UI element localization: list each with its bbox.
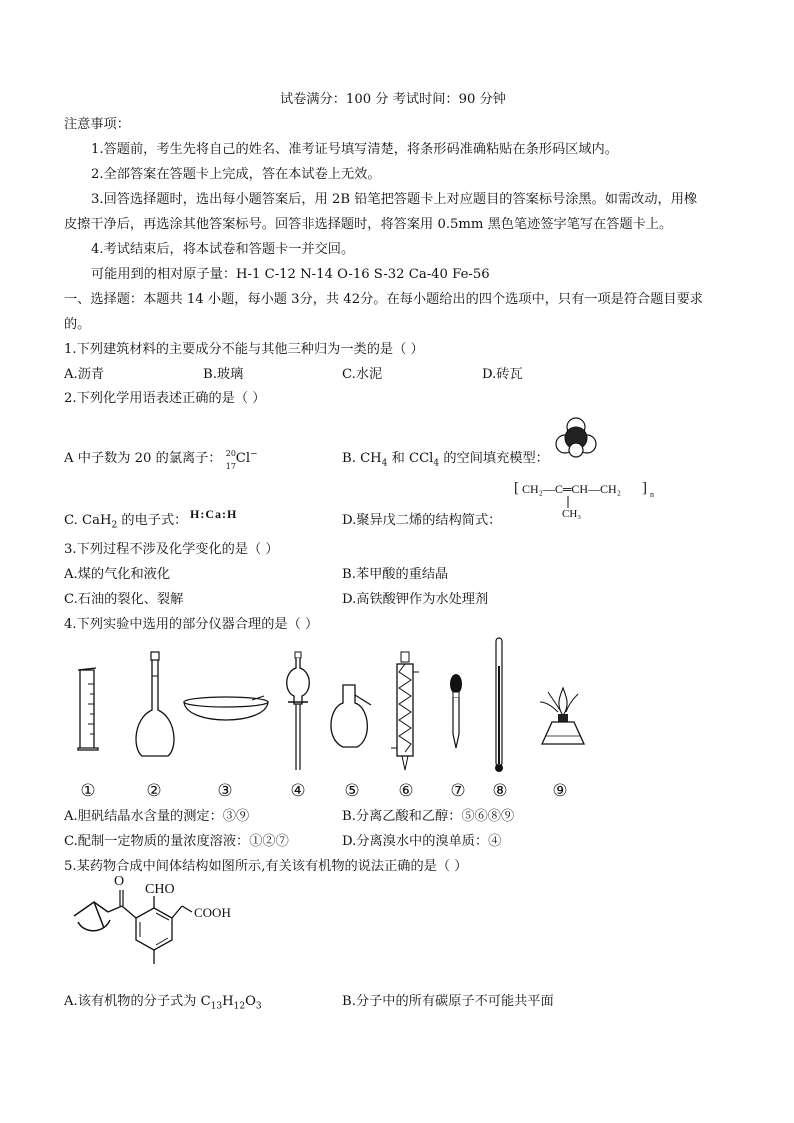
aldehyde-label: CHO — [145, 882, 175, 897]
note-item-2: 2.全部答案在答题卡上完成，答在本试卷上无效。 — [91, 167, 381, 182]
q2-b-text2: 和 CCl — [391, 451, 434, 466]
q2-a-text: A 中子数为 20 的氯离子： — [64, 451, 222, 466]
q5-option-b[interactable]: B.分子中的所有碳原子不可能共平面 — [342, 994, 554, 1009]
chlorine-symbol: Cl — [235, 451, 251, 466]
methyl-branch: CH₃ — [562, 508, 582, 520]
c-count: 13 — [210, 1001, 223, 1012]
q5-option-a[interactable] — [64, 993, 262, 1011]
q3-option-a[interactable]: A.煤的气化和液化 — [64, 567, 171, 582]
atomic-number: 17 — [225, 462, 236, 471]
q2-c-text: C. CaH — [64, 513, 112, 528]
note-item-4: 4.考试结束后，将本试卷和答题卡一并交回。 — [91, 242, 355, 257]
q5-stem: 5.某药物合成中间体结构如图所示,有关该有机物的说法正确的是（ ） — [64, 859, 468, 874]
carboxyl-label: COOH — [194, 905, 231, 920]
dropper-icon — [446, 672, 466, 752]
repeat-unit: CH₂—C═CH—CH₂ — [522, 482, 621, 496]
sub-4b: 4 — [433, 458, 440, 469]
q4-option-a[interactable]: A.胆矾结晶水含量的测定：③⑨ — [64, 809, 250, 824]
alcohol-lamp-icon — [538, 684, 588, 754]
instrument-label-1: ① — [80, 781, 96, 801]
right-bracket: ] — [642, 480, 647, 496]
q2-b-text3: 的空间填充模型： — [443, 451, 549, 466]
q1-stem: 1.下列建筑材料的主要成分不能与其他三种归为一类的是（ ） — [64, 342, 424, 357]
q2-option-c[interactable] — [64, 512, 187, 530]
volumetric-flask-icon — [130, 652, 180, 762]
h-count: 12 — [233, 1001, 246, 1012]
nuclide-numbers — [225, 449, 236, 471]
section-heading-cont: 的。 — [64, 317, 91, 332]
q1-option-a[interactable]: A.沥青 — [64, 367, 105, 382]
q1-option-b[interactable]: B.玻璃 — [203, 367, 244, 382]
instrument-label-8: ⑧ — [492, 781, 508, 801]
mass-number: 20 — [225, 449, 236, 458]
q3-stem: 3.下列过程不涉及化学变化的是（ ） — [64, 542, 279, 557]
q2-b-text: B. CH — [342, 451, 382, 466]
notes-title: 注意事项： — [64, 117, 130, 132]
exam-info: 试卷满分：100 分 考试时间：90 分钟 — [280, 92, 506, 107]
degree-n: n — [650, 490, 654, 499]
separatory-funnel-icon — [284, 652, 314, 772]
section-heading: 一、选择题：本题共 14 小题，每小题 3分，共 42分。在每小题给出的四个选项中，只有一项是符合题目要求 — [64, 292, 703, 307]
note-item-3: 3.回答选择题时，选出每小题答案后，用 2B 铅笔把答题卡上对应题目的答案标号涂黑。如需改动，用橡 — [91, 192, 698, 207]
q2-option-a[interactable] — [64, 449, 258, 471]
q3-option-c[interactable]: C.石油的裂化、裂解 — [64, 592, 184, 607]
q5-a-text: A.该有机物的分子式为 C — [64, 994, 211, 1009]
graduated-cylinder-icon — [74, 664, 104, 754]
left-bracket: [ — [514, 480, 519, 496]
space-filling-model-icon — [556, 417, 596, 457]
polyisoprene-formula — [514, 478, 664, 526]
thermometer-icon — [492, 636, 506, 776]
o-count: 3 — [255, 1001, 262, 1012]
atomic-masses: 可能用到的相对原子量：H-1 C-12 N-14 O-16 S-32 Ca-40 Fe-56 — [91, 267, 490, 282]
carbonyl-oxygen-label: O — [114, 874, 125, 889]
q3-option-d[interactable]: D.高铁酸钾作为水处理剂 — [342, 592, 489, 607]
calcium-hydride-electron-formula: H:Ca:H — [190, 507, 238, 521]
instrument-label-7: ⑦ — [450, 781, 466, 801]
sub-4a: 4 — [381, 458, 388, 469]
sub-2: 2 — [111, 520, 118, 531]
note-item-1: 1.答题前，考生先将自己的姓名、准考证号填写清楚，将条形码准确粘贴在条形码区域内。 — [91, 142, 618, 157]
instrument-label-5: ⑤ — [344, 781, 360, 801]
q1-option-d[interactable]: D.砖瓦 — [482, 367, 523, 382]
instrument-label-3: ③ — [217, 781, 233, 801]
instrument-label-9: ⑨ — [552, 781, 568, 801]
q2-option-d[interactable]: D.聚异戊二烯的结构简式： — [342, 513, 502, 528]
q2-option-b[interactable] — [342, 450, 549, 468]
q4-option-d[interactable]: D.分离溴水中的溴单质：④ — [342, 834, 502, 849]
q4-option-b[interactable]: B.分离乙酸和乙醇：⑤⑥⑧⑨ — [342, 809, 515, 824]
q2-c-text2: 的电子式： — [121, 513, 188, 528]
q3-option-b[interactable]: B.苯甲酸的重结晶 — [342, 567, 449, 582]
instrument-label-2: ② — [146, 781, 162, 801]
branch-bond-line — [567, 496, 569, 508]
q4-option-c[interactable]: C.配制一定物质的量浓度溶液：①②⑦ — [64, 834, 289, 849]
q2-stem: 2.下列化学用语表述正确的是（ ） — [64, 391, 266, 406]
o-symbol: O — [245, 994, 256, 1009]
instrument-label-4: ④ — [290, 781, 306, 801]
charge: − — [250, 449, 258, 460]
h-symbol: H — [222, 994, 234, 1009]
note-item-3-cont: 皮擦干净后，再选涂其他答案标号。回答非选择题时，将答案用 0.5mm 黑色笔迹签字笔写在答题卡上。 — [64, 217, 673, 232]
distillation-flask-icon — [327, 685, 377, 755]
evaporating-dish-icon — [182, 692, 272, 732]
q4-stem: 4.下列实验中选用的部分仪器合理的是（ ） — [64, 617, 319, 632]
q1-option-c[interactable]: C.水泥 — [342, 367, 383, 382]
condenser-icon — [391, 652, 421, 772]
instrument-label-6: ⑥ — [398, 781, 414, 801]
